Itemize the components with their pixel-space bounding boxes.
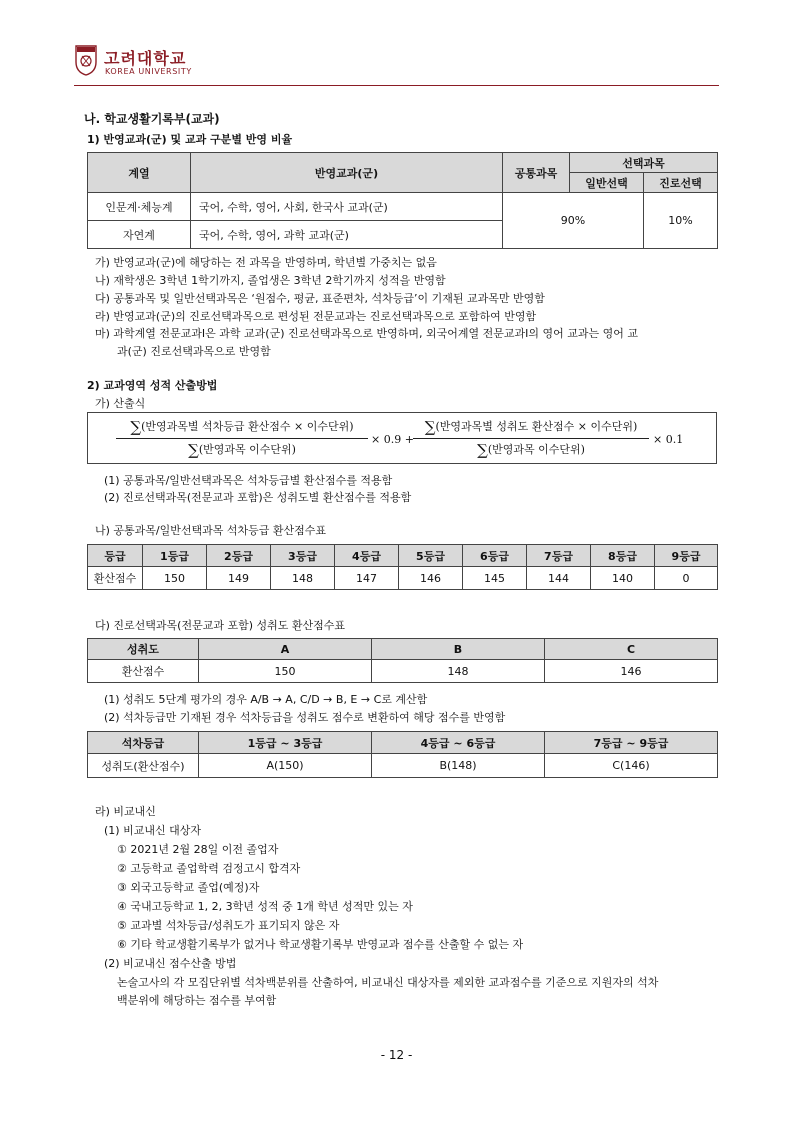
sigma-symbol: ∑	[188, 441, 199, 459]
table-row	[88, 754, 718, 778]
score-cell: 140	[591, 567, 655, 590]
formula-numerator-2: (반영과목별 성취도 환산점수 × 이수단위)	[435, 420, 638, 433]
score-cell: 146	[545, 660, 718, 683]
header-grade: 등급	[88, 545, 143, 567]
score-cell: 147	[335, 567, 399, 590]
grade-header: 2등급	[207, 545, 271, 567]
header-achievement: 성취도	[88, 639, 199, 660]
header-general: 일반선택	[570, 173, 644, 193]
score-cell: 145	[463, 567, 527, 590]
header-career: 진로선택	[644, 173, 718, 193]
score-cell: 0	[655, 567, 718, 590]
conversion-note: (1) 성취도 5단계 평가의 경우 A/B → A, C/D → B, E → C로 계산함	[104, 693, 428, 706]
table-row	[88, 660, 718, 683]
target-item: ④ 국내고등학교 1, 2, 3학년 성적 중 1개 학년 성적만 있는 자	[117, 900, 413, 913]
formula-fraction-2	[413, 418, 649, 459]
formula-label: 가) 산출식	[95, 397, 146, 410]
formula-operator-1: × 0.9 +	[371, 433, 414, 446]
target-item: ⑥ 기타 학교생활기록부가 없거나 학교생활기록부 반영교과 점수를 산출할 수 없는 자	[117, 938, 524, 951]
range-header: 7등급 ~ 9등급	[545, 732, 718, 754]
level-header: C	[545, 639, 718, 660]
header-rank-grade: 석차등급	[88, 732, 199, 754]
score-formula	[87, 412, 717, 464]
score-cell: 150	[143, 567, 207, 590]
comparative-method-title: (2) 비교내신 점수산출 방법	[104, 957, 237, 970]
formula-note: (2) 진로선택과목(전문교과 포함)은 성취도별 환산점수를 적용함	[104, 491, 412, 504]
sigma-symbol: ∑	[424, 418, 436, 436]
table-row	[88, 567, 718, 590]
achievement-table-title: 다) 진로선택과목(전문교과 포함) 성취도 환산점수표	[95, 619, 346, 632]
formula-operator-2: × 0.1	[653, 433, 684, 446]
section-title: 나. 학교생활기록부(교과)	[84, 112, 220, 126]
grade-table-title: 나) 공통과목/일반선택과목 석차등급 환산점수표	[95, 524, 327, 537]
grade-header: 9등급	[655, 545, 718, 567]
row-label: 환산점수	[88, 660, 199, 683]
row-label: 환산점수	[88, 567, 143, 590]
subsection-1-title: 1) 반영교과(군) 및 교과 구분별 반영 비율	[87, 133, 293, 146]
score-cell: 144	[527, 567, 591, 590]
grade-header: 3등급	[271, 545, 335, 567]
common-general-ratio: 90%	[503, 193, 644, 249]
range-header: 1등급 ~ 3등급	[199, 732, 372, 754]
grade-header: 5등급	[399, 545, 463, 567]
comparative-targets-title: (1) 비교내신 대상자	[104, 824, 201, 837]
subsection-2-title: 2) 교과영역 성적 산출방법	[87, 379, 218, 392]
target-item: ① 2021년 2월 28일 이전 졸업자	[117, 843, 279, 856]
grade-header: 8등급	[591, 545, 655, 567]
level-header: A	[199, 639, 372, 660]
page-number: - 12 -	[380, 1048, 413, 1062]
formula-numerator-1: (반영과목별 석차등급 환산점수 × 이수단위)	[141, 420, 354, 433]
target-item: ② 고등학교 졸업학력 검정고시 합격자	[117, 862, 301, 875]
university-name-en: KOREA UNIVERSITY	[105, 67, 192, 76]
comparative-title: 라) 비교내신	[95, 805, 156, 818]
note-line: 과(군) 진로선택과목으로 반영함	[117, 345, 271, 358]
header-divider	[74, 85, 719, 86]
value-cell: B(148)	[372, 754, 545, 778]
method-text: 논술고사의 각 모집단위별 석차백분위를 산출하여, 비교내신 대상자를 제외한 교과점수를 기준으로 지원자의 석차	[117, 976, 659, 989]
header-common: 공통과목	[503, 153, 570, 193]
career-ratio: 10%	[644, 193, 718, 249]
sigma-symbol: ∑	[477, 441, 488, 459]
grade-header: 6등급	[463, 545, 527, 567]
row-label: 성취도(환산점수)	[88, 754, 199, 778]
score-cell: 148	[372, 660, 545, 683]
level-header: B	[372, 639, 545, 660]
value-cell: A(150)	[199, 754, 372, 778]
score-cell: 150	[199, 660, 372, 683]
header-elective: 선택과목	[570, 153, 718, 173]
note-line: 라) 반영교과(군)의 진로선택과목으로 편성된 전문교과는 진로선택과목으로 포함하여 반영함	[95, 310, 537, 323]
university-name-ko: 고려대학교	[104, 49, 187, 68]
score-cell: 149	[207, 567, 271, 590]
grade-header: 4등급	[335, 545, 399, 567]
grade-header: 7등급	[527, 545, 591, 567]
formula-denominator-2: (반영과목 이수단위)	[487, 443, 585, 456]
grade-header: 1등급	[143, 545, 207, 567]
value-cell: C(146)	[545, 754, 718, 778]
note-line: 가) 반영교과(군)에 해당하는 전 과목을 반영하며, 학년별 가중치는 없음	[95, 256, 437, 269]
achievement-score-table	[87, 638, 718, 683]
field-cell: 자연계	[88, 221, 191, 249]
target-item: ③ 외국고등학교 졸업(예정)자	[117, 881, 260, 894]
subjects-cell: 국어, 수학, 영어, 과학 교과(군)	[191, 221, 503, 249]
score-cell: 146	[399, 567, 463, 590]
subjects-cell: 국어, 수학, 영어, 사회, 한국사 교과(군)	[191, 193, 503, 221]
header-field: 계열	[88, 153, 191, 193]
conversion-note: (2) 석차등급만 기재된 경우 석차등급을 성취도 점수로 변환하여 해당 점수를 반영함	[104, 711, 506, 724]
formula-fraction-1	[116, 418, 368, 459]
page-header	[74, 44, 719, 88]
formula-note: (1) 공통과목/일반선택과목은 석차등급별 환산점수를 적용함	[104, 474, 393, 487]
target-item: ⑤ 교과별 석차등급/성취도가 표기되지 않은 자	[117, 919, 340, 932]
method-text: 백분위에 해당하는 점수를 부여함	[117, 994, 277, 1007]
note-line: 마) 과학계열 전문교과Ⅰ은 과학 교과(군) 진로선택과목으로 반영하며, 외국어계열 전문교과Ⅰ의 영어 교과는 영어 교	[95, 327, 638, 340]
note-line: 다) 공통과목 및 일반선택과목은 ‘원점수, 평균, 표준편차, 석차등급’이 기재된 교과목만 반영함	[95, 292, 545, 305]
score-cell: 148	[271, 567, 335, 590]
subject-ratio-table	[87, 152, 718, 249]
header-subjects: 반영교과(군)	[191, 153, 503, 193]
grade-score-table	[87, 544, 718, 590]
university-seal-icon	[74, 44, 98, 76]
formula-denominator-1: (반영과목 이수단위)	[198, 443, 296, 456]
note-line: 나) 재학생은 3학년 1학기까지, 졸업생은 3학년 2학기까지 성적을 반영함	[95, 274, 446, 287]
range-header: 4등급 ~ 6등급	[372, 732, 545, 754]
field-cell: 인문계·체능계	[88, 193, 191, 221]
sigma-symbol: ∑	[130, 418, 142, 436]
rank-conversion-table	[87, 731, 718, 778]
table-row	[88, 193, 718, 221]
